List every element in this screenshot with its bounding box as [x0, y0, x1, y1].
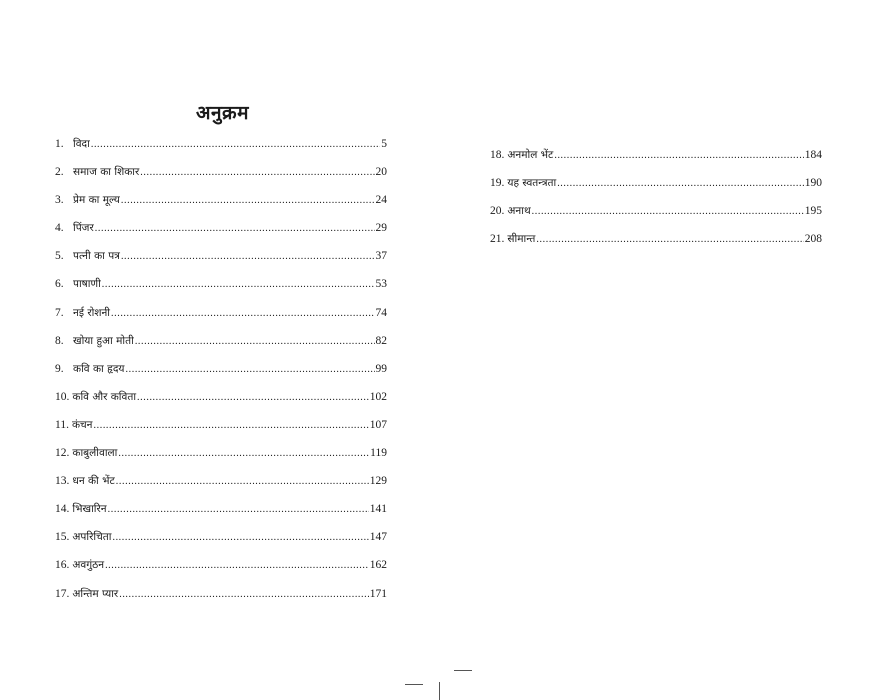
toc-entry[interactable]	[490, 176, 822, 204]
toc-entry-page: 195	[804, 205, 822, 218]
toc-entry-page: 129	[369, 475, 387, 488]
toc-entry[interactable]	[55, 137, 387, 165]
toc-dot-leader	[121, 195, 375, 206]
toc-entry-page: 74	[375, 306, 387, 319]
toc-entry-number: 8.	[55, 334, 64, 347]
toc-dot-leader	[95, 223, 375, 234]
toc-entry-page: 5	[381, 138, 387, 150]
toc-dot-leader	[105, 560, 369, 571]
toc-dot-leader	[137, 392, 369, 403]
toc-entry[interactable]	[55, 193, 387, 221]
toc-dot-leader	[102, 279, 375, 290]
toc-entry-number: 3.	[55, 194, 64, 207]
toc-entry-title: यह स्वतन्त्रता	[507, 177, 557, 190]
toc-entry-page: 208	[804, 233, 822, 246]
toc-entry[interactable]	[55, 277, 387, 305]
toc-dot-leader	[121, 251, 375, 262]
toc-entry[interactable]	[55, 502, 387, 530]
toc-dot-leader	[118, 448, 369, 459]
toc-entry-title: पाषाणी	[73, 278, 101, 291]
toc-entry-title: कवि का हृदय	[73, 362, 125, 375]
toc-entry[interactable]	[55, 446, 387, 474]
toc-entry-title: अनमोल भेंट	[507, 149, 554, 161]
toc-entry-number: 15.	[55, 531, 70, 544]
toc-dot-leader	[111, 308, 374, 319]
toc-dot-leader	[119, 589, 369, 600]
toc-entry-title: कवि और कविता	[72, 390, 137, 403]
toc-entry-title: समाज का शिकार	[73, 166, 140, 179]
toc-entry-page: 20	[375, 166, 387, 179]
toc-entry-title: अपरिचिता	[72, 531, 112, 544]
toc-entry[interactable]	[490, 232, 822, 260]
toc-entry-page: 141	[369, 503, 387, 516]
toc-entry-title: खोया हुआ मोती	[73, 334, 134, 347]
toc-entry[interactable]	[55, 418, 387, 446]
toc-dot-leader	[126, 364, 375, 375]
toc-dot-leader	[536, 234, 803, 245]
toc-entry-title: नई रोशनी	[73, 306, 111, 319]
toc-entry-title: विदा	[73, 138, 90, 150]
toc-entry-title: काबुलीवाला	[72, 447, 118, 460]
toc-entry-title: अवगुंठन	[72, 559, 105, 572]
toc-entry-title: धन की भेंट	[72, 475, 115, 488]
toc-entry-number: 16.	[55, 559, 70, 572]
toc-entry-page: 37	[375, 250, 387, 263]
toc-entry-page: 171	[369, 587, 387, 600]
page-title: अनुक्रम	[196, 101, 250, 124]
toc-entry[interactable]	[55, 249, 387, 277]
toc-entry-title: पत्नी का पत्र	[73, 250, 120, 263]
toc-entry-page: 29	[375, 222, 387, 235]
toc-entry-number: 5.	[55, 250, 64, 263]
toc-entry-page: 107	[369, 418, 387, 431]
toc-dot-leader	[116, 476, 369, 487]
toc-entry-page: 24	[375, 194, 387, 207]
toc-entry[interactable]	[55, 362, 387, 390]
toc-entry[interactable]	[490, 204, 822, 232]
toc-entry-page: 119	[370, 447, 387, 460]
toc-entry-page: 162	[369, 559, 387, 572]
toc-dot-leader	[140, 167, 374, 178]
toc-entry-number: 20.	[490, 205, 505, 218]
toc-entry-number: 18.	[490, 149, 505, 161]
toc-left-column	[55, 137, 387, 615]
toc-entry-number: 7.	[55, 306, 64, 319]
toc-entry-number: 17.	[55, 587, 70, 600]
toc-entry-number: 12.	[55, 447, 70, 460]
toc-entry-number: 11.	[55, 418, 69, 431]
toc-entry-page: 99	[375, 362, 387, 375]
toc-entry[interactable]	[55, 474, 387, 502]
toc-dot-leader	[94, 420, 369, 431]
toc-entry-number: 2.	[55, 166, 64, 179]
toc-dot-leader	[108, 504, 369, 515]
toc-entry[interactable]	[490, 148, 822, 176]
toc-entry-title: भिखारिन	[72, 503, 107, 516]
crop-mark-center-vertical	[439, 682, 440, 700]
toc-entry-number: 13.	[55, 475, 70, 488]
toc-entry-number: 21.	[490, 233, 505, 246]
toc-entry-title: अनाथ	[507, 205, 531, 218]
toc-dot-leader	[112, 532, 368, 543]
toc-dot-leader	[135, 336, 375, 347]
toc-entry-number: 10.	[55, 390, 70, 403]
toc-entry-title: कंचन	[71, 418, 93, 431]
toc-entry-page: 102	[369, 390, 387, 403]
toc-entry-number: 9.	[55, 362, 64, 375]
toc-entry-number: 4.	[55, 222, 64, 235]
toc-entry[interactable]	[55, 558, 387, 586]
toc-entry[interactable]	[55, 306, 387, 334]
toc-dot-leader	[91, 139, 380, 150]
toc-entry-number: 1.	[55, 138, 64, 150]
toc-entry[interactable]	[55, 221, 387, 249]
toc-entry[interactable]	[55, 530, 387, 558]
toc-entry[interactable]	[55, 334, 387, 362]
toc-dot-leader	[554, 150, 803, 161]
toc-entry-title: प्रेम का मूल्य	[73, 194, 120, 207]
crop-mark-left-horizontal	[405, 684, 423, 685]
toc-right-column	[490, 148, 822, 260]
toc-entry[interactable]	[55, 165, 387, 193]
toc-entry-number: 6.	[55, 278, 64, 291]
toc-entry[interactable]	[55, 587, 387, 615]
toc-entry[interactable]	[55, 390, 387, 418]
toc-entry-title: सीमान्त	[507, 233, 536, 246]
toc-entry-page: 184	[804, 149, 822, 161]
toc-entry-page: 190	[804, 177, 822, 190]
toc-entry-title: पिंजर	[73, 222, 94, 235]
toc-entry-number: 19.	[490, 177, 505, 190]
toc-dot-leader	[557, 178, 804, 189]
toc-entry-page: 147	[369, 531, 387, 544]
toc-entry-page: 82	[375, 334, 387, 347]
toc-entry-page: 53	[375, 278, 387, 291]
toc-entry-title: अन्तिम प्यार	[72, 587, 119, 600]
toc-dot-leader	[532, 206, 804, 217]
crop-mark-right-horizontal	[454, 670, 472, 671]
toc-entry-number: 14.	[55, 503, 70, 516]
